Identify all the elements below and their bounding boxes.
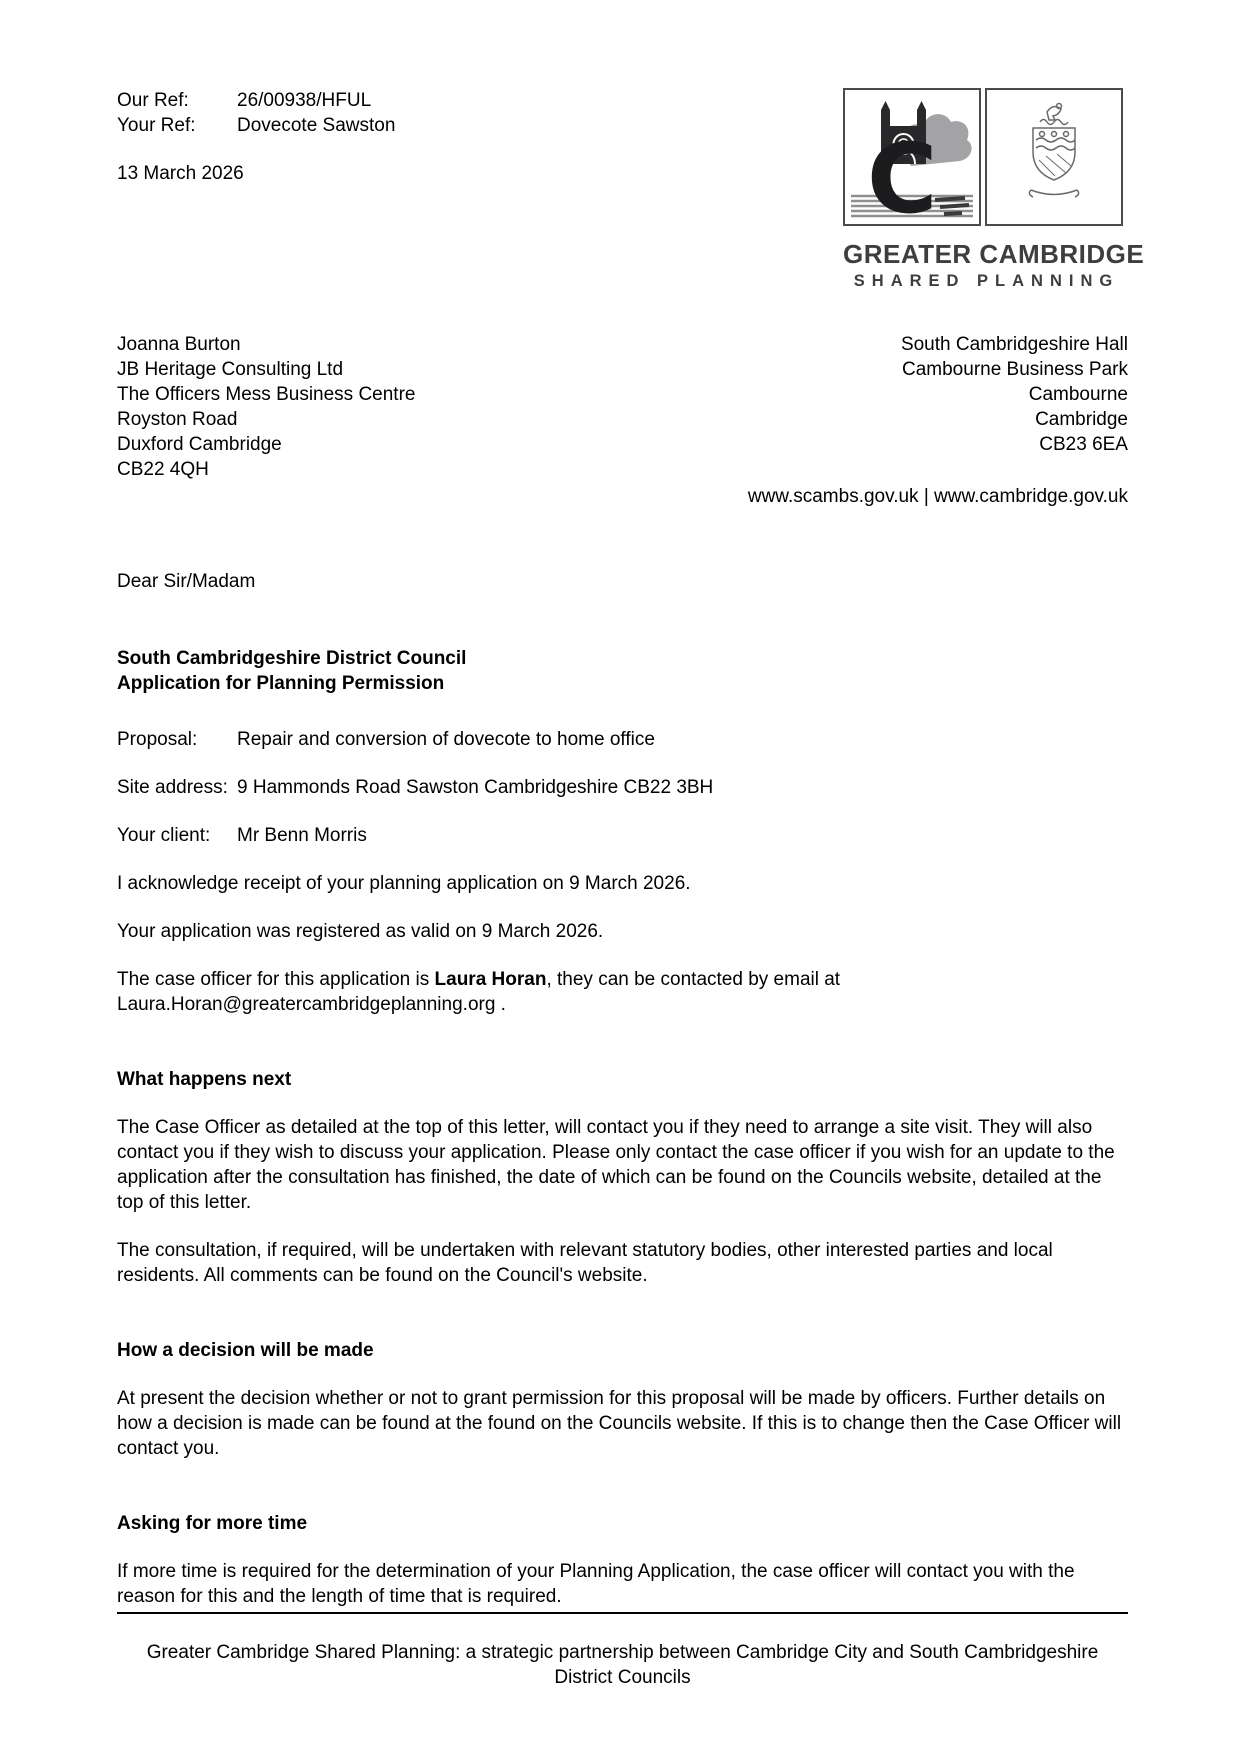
letter-date: 13 March 2026 bbox=[117, 163, 244, 184]
footer-partnership-text: Greater Cambridge Shared Planning: a strategic partnership between Cambridge City and South Cambridgeshire District Councils bbox=[146, 1642, 1099, 1688]
address-row bbox=[117, 332, 1128, 482]
case-officer-text-after: , they can be contacted by email at Laura.Horan@greatercambridgeplanning.org . bbox=[117, 969, 841, 1015]
more-time-paragraph: If more time is required for the determination of your Planning Application, the case officer will contact you with the reason for this and the length of time that is required. bbox=[117, 1561, 1075, 1607]
client-value: Mr Benn Morris bbox=[237, 825, 367, 846]
our-ref-value: 26/00938/HFUL bbox=[237, 90, 372, 111]
greater-cambridge-logo bbox=[843, 88, 1145, 294]
recipient-line: Royston Road bbox=[117, 409, 238, 430]
section-heading-decision: How a decision will be made bbox=[117, 1340, 374, 1361]
site-address-value: 9 Hammonds Road Sawston Cambridgeshire CB22 3BH bbox=[237, 777, 714, 798]
your-ref-label: Your Ref: bbox=[117, 115, 196, 136]
case-officer-paragraph bbox=[117, 967, 1128, 1017]
sender-line: Cambourne bbox=[1028, 384, 1128, 405]
our-ref-label: Our Ref: bbox=[117, 90, 189, 111]
logo-org-name: GREATER CAMBRIDGE bbox=[843, 239, 1145, 269]
client-label: Your client: bbox=[117, 825, 211, 846]
receipt-paragraph: I acknowledge receipt of your planning application on 9 March 2026. bbox=[117, 873, 691, 894]
what-happens-next-paragraph-2: The consultation, if required, will be undertaken with relevant statutory bodies, other interested parties and local residents. All comments can be found on the Council's website. bbox=[117, 1240, 1053, 1286]
sender-address bbox=[901, 332, 1128, 482]
proposal-value: Repair and conversion of dovecote to home office bbox=[237, 729, 655, 750]
site-address-row bbox=[117, 775, 1128, 800]
case-officer-name: Laura Horan bbox=[434, 969, 547, 990]
site-address-label: Site address: bbox=[117, 777, 228, 798]
logo-graphics bbox=[843, 88, 1123, 226]
recipient-address bbox=[117, 332, 415, 482]
proposal-row bbox=[117, 727, 1128, 752]
south-cambridgeshire-crest-icon bbox=[986, 89, 1122, 225]
logo-org-subtitle: SHARED PLANNING bbox=[853, 272, 1120, 290]
your-ref-value: Dovecote Sawston bbox=[237, 115, 396, 136]
valid-paragraph: Your application was registered as valid on 9 March 2026. bbox=[117, 921, 604, 942]
council-websites: www.scambs.gov.uk | www.cambridge.gov.uk bbox=[747, 486, 1128, 507]
salutation: Dear Sir/Madam bbox=[117, 571, 256, 592]
sender-line: Cambourne Business Park bbox=[902, 359, 1128, 380]
sender-line: South Cambridgeshire Hall bbox=[900, 334, 1128, 355]
application-details bbox=[117, 727, 1128, 848]
letter-footer bbox=[117, 1612, 1128, 1690]
sender-line: CB23 6EA bbox=[1039, 434, 1128, 455]
sender-line: Cambridge bbox=[1035, 409, 1128, 430]
cambridge-city-logo-icon bbox=[844, 89, 980, 226]
letter-heading bbox=[117, 646, 1128, 696]
client-row bbox=[117, 823, 1128, 848]
case-officer-text-before: The case officer for this application is bbox=[117, 969, 435, 990]
section-heading-more-time: Asking for more time bbox=[117, 1513, 308, 1534]
recipient-line: Duxford Cambridge bbox=[117, 434, 282, 455]
proposal-label: Proposal: bbox=[117, 729, 198, 750]
letter-heading-line1: South Cambridgeshire District Council bbox=[117, 648, 467, 669]
decision-paragraph: At present the decision whether or not to grant permission for this proposal will be made by officers. Further details on how a decision is made can be found at the found on the Councils website. If this is to change then the Case Officer will contact you. bbox=[117, 1388, 1122, 1459]
what-happens-next-paragraph-1: The Case Officer as detailed at the top of this letter, will contact you if they need to arrange a site visit. They will also contact you if they wish to discuss your application. Please only contact the case officer if you wish for an update to the application after the consultation has finished, the date of which can be found on the Councils website, detailed at the top of this letter. bbox=[117, 1117, 1115, 1213]
recipient-line: JB Heritage Consulting Ltd bbox=[117, 359, 344, 380]
recipient-line: The Officers Mess Business Centre bbox=[117, 384, 416, 405]
svg-text:C: C bbox=[867, 123, 938, 226]
letter-heading-line2: Application for Planning Permission bbox=[117, 673, 445, 694]
recipient-line: Joanna Burton bbox=[117, 334, 241, 355]
recipient-line: CB22 4QH bbox=[117, 459, 209, 480]
section-heading-what-happens-next: What happens next bbox=[117, 1069, 292, 1090]
